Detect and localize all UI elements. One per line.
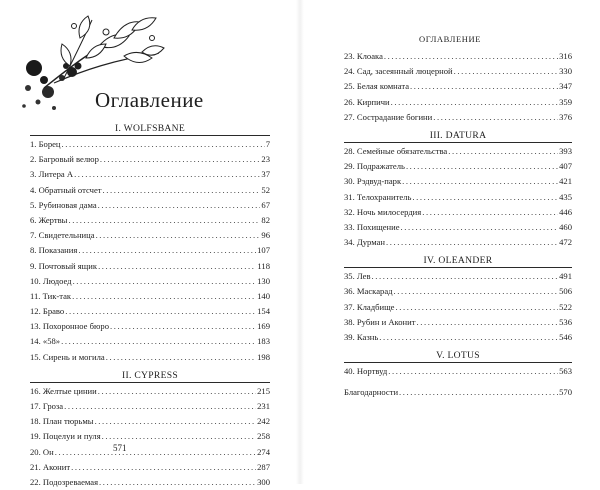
dot-leader xyxy=(98,259,256,274)
dot-leader xyxy=(96,228,261,243)
entry-label: 18. План тюрьмы xyxy=(30,416,94,427)
entry-page: 287 xyxy=(257,461,270,472)
toc-entry[interactable] xyxy=(30,152,270,167)
entry-label: 10. Людоед xyxy=(30,275,72,286)
entry-page: 522 xyxy=(559,301,572,312)
entry-page: 460 xyxy=(559,221,572,232)
dot-leader xyxy=(399,385,558,400)
toc-entry[interactable] xyxy=(30,213,270,228)
toc-entry[interactable] xyxy=(344,64,572,79)
dot-leader xyxy=(454,64,558,79)
entry-page: 130 xyxy=(257,275,270,286)
dot-leader xyxy=(433,110,558,125)
entry-page: 67 xyxy=(261,199,270,210)
entry-label: 38. Рубин и Аконит xyxy=(344,316,416,327)
toc-entry[interactable] xyxy=(344,364,572,379)
entry-page: 347 xyxy=(559,81,572,92)
entry-label: 33. Похищение xyxy=(344,221,400,232)
entry-page: 169 xyxy=(257,321,270,332)
dot-leader xyxy=(417,315,559,330)
toc-entry[interactable] xyxy=(30,319,270,334)
dot-leader xyxy=(386,235,558,250)
entry-label: 39. Казнь xyxy=(344,332,379,342)
toc-entry[interactable] xyxy=(344,190,572,205)
entry-page: 118 xyxy=(257,260,270,271)
right-page xyxy=(300,0,600,484)
dot-leader xyxy=(412,190,558,205)
toc-section xyxy=(344,129,572,250)
toc-entry[interactable] xyxy=(30,429,270,444)
entry-label: 9. Почтовый ящик xyxy=(30,260,98,271)
entry-page: 421 xyxy=(559,176,572,187)
dot-leader xyxy=(68,213,260,228)
running-head: ОГЛАВЛЕНИЕ xyxy=(418,34,482,44)
entry-label: 6. Жертвы xyxy=(30,214,68,225)
entry-label: 3. Литера А xyxy=(30,169,74,180)
dot-leader xyxy=(379,330,558,345)
dot-leader xyxy=(388,364,558,379)
entry-page: 154 xyxy=(257,306,270,317)
entry-label: 13. Похоронное бюро xyxy=(30,321,109,332)
dot-leader xyxy=(72,289,256,304)
entry-page: 96 xyxy=(261,230,270,241)
section-heading: IV. OLEANDER xyxy=(344,254,572,268)
dot-leader xyxy=(401,220,559,235)
toc-entry[interactable] xyxy=(30,304,270,319)
entry-label: 25. Белая комната xyxy=(344,81,410,92)
entry-label: 40. Нортвуд xyxy=(344,366,388,377)
entry-page: 274 xyxy=(257,446,270,457)
dot-leader xyxy=(74,167,260,182)
toc-entry[interactable] xyxy=(30,399,270,414)
toc-entry[interactable] xyxy=(30,198,270,213)
entry-page: 52 xyxy=(261,184,270,195)
entry-page: 140 xyxy=(257,290,270,301)
section-heading: III. DATURA xyxy=(344,129,572,143)
toc-entry[interactable] xyxy=(30,384,270,399)
entry-page: 300 xyxy=(257,476,270,487)
toc-left xyxy=(30,122,270,490)
entry-page: 242 xyxy=(257,416,270,427)
entry-label: 26. Кирпичи xyxy=(344,96,390,107)
toc-entry[interactable] xyxy=(344,205,572,220)
toc-standalone xyxy=(344,385,572,400)
page-number: 571 xyxy=(113,443,127,453)
entry-page: 376 xyxy=(559,111,572,122)
toc-entry[interactable] xyxy=(30,289,270,304)
entry-label: 30. Рэдвуд-парк xyxy=(344,176,402,187)
dot-leader xyxy=(100,152,261,167)
toc-section xyxy=(344,349,572,379)
toc-entry[interactable] xyxy=(344,79,572,94)
dot-leader xyxy=(61,334,256,349)
entry-page: 183 xyxy=(257,336,270,347)
entry-page: 491 xyxy=(559,271,572,282)
toc-entry[interactable] xyxy=(344,159,572,174)
toc-entry[interactable] xyxy=(344,330,572,345)
toc-entry[interactable] xyxy=(344,269,572,284)
entry-label: 29. Подражатель xyxy=(344,161,405,172)
entry-page: 82 xyxy=(261,214,270,225)
entry-page: 393 xyxy=(559,145,572,156)
entry-page: 546 xyxy=(559,332,572,342)
dot-leader xyxy=(65,304,256,319)
dot-leader xyxy=(372,269,559,284)
entry-label: 12. Браво xyxy=(30,306,65,317)
entry-page: 570 xyxy=(559,387,572,398)
entry-label: 37. Кладбище xyxy=(344,301,395,312)
dot-leader xyxy=(394,284,559,299)
entry-label: Благодарности xyxy=(344,387,399,398)
dot-leader xyxy=(391,95,558,110)
entry-label: 23. Клоака xyxy=(344,51,383,61)
toc-entry[interactable] xyxy=(30,460,270,475)
toc-entry[interactable] xyxy=(344,144,572,159)
left-page xyxy=(0,0,300,487)
toc-entry[interactable] xyxy=(30,414,270,429)
toc-entry[interactable] xyxy=(30,183,270,198)
entry-page: 435 xyxy=(559,191,572,202)
toc-right xyxy=(344,49,572,401)
dot-leader xyxy=(55,445,256,460)
toc-section xyxy=(30,122,270,365)
toc-entry[interactable] xyxy=(30,167,270,182)
dot-leader xyxy=(410,79,558,94)
dot-leader xyxy=(402,174,558,189)
dot-leader xyxy=(99,475,256,490)
entry-page: 536 xyxy=(559,316,572,327)
dot-leader xyxy=(95,414,257,429)
toc-entry[interactable] xyxy=(344,110,572,125)
dot-leader xyxy=(98,198,261,213)
toc-entry[interactable] xyxy=(30,259,270,274)
toc-entry[interactable] xyxy=(344,235,572,250)
entry-label: 32. Ночь милосердия xyxy=(344,206,422,217)
entry-label: 24. Сад, засеянный люцерной xyxy=(344,66,453,77)
toc-entry[interactable] xyxy=(30,334,270,349)
entry-page: 472 xyxy=(559,237,572,248)
dot-leader xyxy=(64,399,256,414)
page-title: Оглавление xyxy=(95,88,204,112)
toc-continued xyxy=(344,49,572,125)
entry-label: 14. «58» xyxy=(30,336,61,347)
toc-entry[interactable] xyxy=(344,49,572,64)
entry-label: 16. Желтые цинии xyxy=(30,385,97,396)
entry-label: 35. Лев xyxy=(344,271,371,282)
entry-page: 316 xyxy=(559,51,572,61)
entry-label: 31. Телохранитель xyxy=(344,191,412,202)
toc-entry[interactable] xyxy=(30,228,270,243)
dot-leader xyxy=(110,319,256,334)
toc-section xyxy=(344,254,572,345)
entry-label: 5. Рубиновая дама xyxy=(30,199,97,210)
toc-entry[interactable] xyxy=(30,137,270,152)
entry-page: 407 xyxy=(559,161,572,172)
entry-label: 15. Сирень и могила xyxy=(30,351,105,362)
dot-leader xyxy=(422,205,558,220)
section-heading: V. LOTUS xyxy=(344,349,572,363)
dot-leader xyxy=(73,274,257,289)
dot-leader xyxy=(396,300,559,315)
section-heading: II. CYPRESS xyxy=(30,369,270,383)
entry-page: 37 xyxy=(261,169,270,180)
entry-page: 446 xyxy=(559,206,572,217)
entry-label: 19. Поцелуи и пуля xyxy=(30,431,101,442)
toc-entry[interactable] xyxy=(30,243,270,258)
entry-page: 563 xyxy=(559,366,572,377)
dot-leader xyxy=(406,159,558,174)
dot-leader xyxy=(71,460,256,475)
dot-leader xyxy=(106,350,256,365)
entry-label: 4. Обратный отсчет xyxy=(30,184,102,195)
entry-label: 17. Гроза xyxy=(30,401,64,411)
toc-entry[interactable] xyxy=(30,475,270,490)
dot-leader xyxy=(103,183,261,198)
toc-entry[interactable] xyxy=(344,284,572,299)
entry-label: 2. Багровый велюр xyxy=(30,154,99,165)
toc-entry[interactable] xyxy=(30,445,270,460)
dot-leader xyxy=(384,49,558,64)
toc-section xyxy=(30,369,270,490)
toc-entry[interactable] xyxy=(344,174,572,189)
entry-page: 506 xyxy=(559,286,572,297)
toc-entry[interactable] xyxy=(344,95,572,110)
entry-page: 231 xyxy=(257,401,270,411)
toc-entry[interactable] xyxy=(344,385,572,400)
entry-page: 215 xyxy=(257,385,270,396)
entry-label: 28. Семейные обязательства xyxy=(344,145,448,156)
toc-entry[interactable] xyxy=(344,220,572,235)
entry-page: 258 xyxy=(257,431,270,442)
dot-leader xyxy=(448,144,558,159)
entry-page: 23 xyxy=(261,154,270,165)
dot-leader xyxy=(62,137,265,152)
toc-entry[interactable] xyxy=(30,274,270,289)
entry-page: 330 xyxy=(559,66,572,77)
toc-entry[interactable] xyxy=(30,350,270,365)
dot-leader xyxy=(98,384,256,399)
entry-page: 359 xyxy=(559,96,572,107)
entry-page: 7 xyxy=(265,139,270,149)
entry-label: 1. Борец xyxy=(30,139,61,149)
entry-label: 22. Подозреваемая xyxy=(30,476,99,487)
dot-leader xyxy=(78,243,256,258)
entry-label: 21. Аконит xyxy=(30,461,71,472)
entry-label: 36. Маскарад xyxy=(344,286,393,297)
entry-label: 7. Свидетельница xyxy=(30,230,95,241)
entry-label: 20. Он xyxy=(30,446,54,457)
entry-label: 11. Тик-так xyxy=(30,290,72,301)
entry-label: 8. Показания xyxy=(30,245,78,256)
toc-entry[interactable] xyxy=(344,300,572,315)
entry-label: 27. Сострадание богини xyxy=(344,111,433,122)
entry-label: 34. Дурман xyxy=(344,237,386,248)
toc-entry[interactable] xyxy=(344,315,572,330)
entry-page: 198 xyxy=(257,351,270,362)
entry-page: 107 xyxy=(257,245,270,256)
section-heading: I. WOLFSBANE xyxy=(30,122,270,136)
